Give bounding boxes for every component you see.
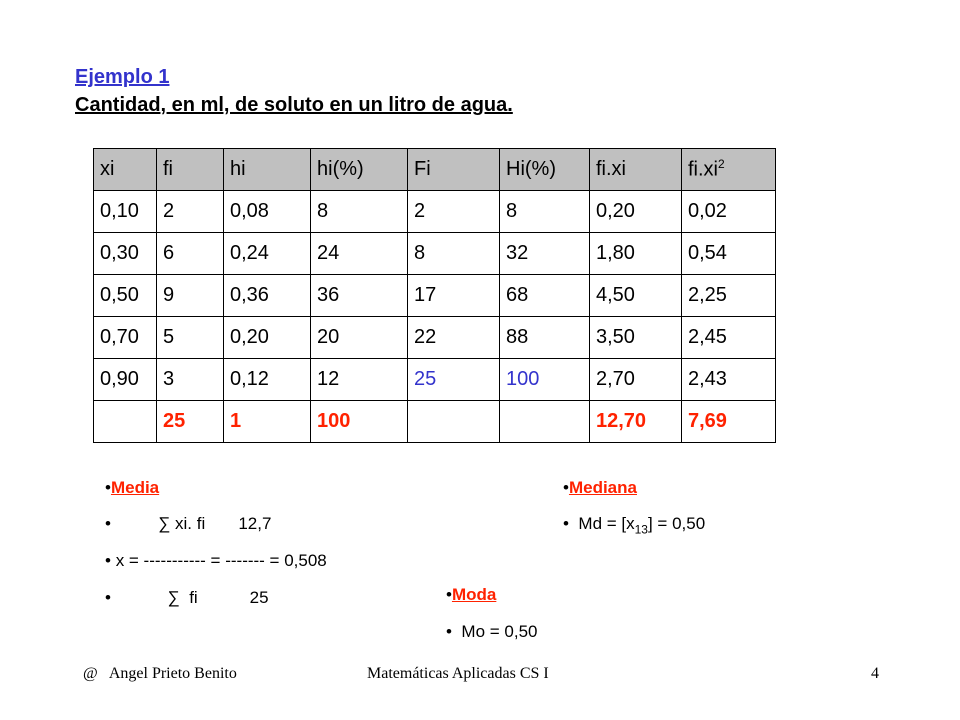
media-line2: x = ----------- = ------- = 0,508 xyxy=(115,551,327,570)
table-cell: 2,25 xyxy=(682,275,776,317)
table-cell: 9 xyxy=(157,275,224,317)
table-cell: 3,50 xyxy=(590,317,682,359)
example-subtitle: Cantidad, en ml, de soluto en un litro de agua. xyxy=(75,94,513,116)
table-cell: 0,70 xyxy=(94,317,157,359)
footer-author: @ Angel Prieto Benito xyxy=(83,665,237,682)
bullet-icon: • xyxy=(563,514,569,533)
table-row xyxy=(94,317,776,359)
moda-formula xyxy=(446,622,537,642)
footer-course: Matemáticas Aplicadas CS I xyxy=(367,665,549,682)
table-cell: 12 xyxy=(311,359,408,401)
table-cell: 17 xyxy=(408,275,500,317)
table-cell: 2 xyxy=(408,191,500,233)
table-cell: 2,70 xyxy=(590,359,682,401)
example-title[interactable]: Ejemplo 1 xyxy=(75,66,170,88)
table-cell: 0,30 xyxy=(94,233,157,275)
table-cell: 8 xyxy=(408,233,500,275)
totals-cell xyxy=(94,401,157,443)
table-cell-total-fi: 25 xyxy=(408,359,500,401)
table-cell: 22 xyxy=(408,317,500,359)
bullet-icon: • xyxy=(105,551,111,570)
table-cell: 0,36 xyxy=(224,275,311,317)
table-cell: 3 xyxy=(157,359,224,401)
table-cell: 8 xyxy=(500,191,590,233)
table-cell: 4,50 xyxy=(590,275,682,317)
table-cell-total-hi: 100 xyxy=(500,359,590,401)
mediana-prefix: Md = [x xyxy=(578,514,635,533)
table-cell: 0,54 xyxy=(682,233,776,275)
header-Hi-pct: Hi(%) xyxy=(500,149,590,191)
table-cell: 0,12 xyxy=(224,359,311,401)
table-cell: 2,43 xyxy=(682,359,776,401)
table-cell: 0,50 xyxy=(94,275,157,317)
media-heading-line xyxy=(105,478,159,498)
header-fixi2-label: fi.xi xyxy=(688,158,718,181)
mediana-suffix: ] = 0,50 xyxy=(647,514,706,533)
header-xi: xi xyxy=(94,149,157,191)
bullet-icon: • xyxy=(105,478,111,497)
table-cell: 2,45 xyxy=(682,317,776,359)
table-cell: 0,90 xyxy=(94,359,157,401)
totals-cell xyxy=(408,401,500,443)
bullet-icon: • xyxy=(105,514,111,533)
frequency-table xyxy=(93,148,776,443)
moda-heading-line xyxy=(446,585,496,605)
totals-row xyxy=(94,401,776,443)
table-header-row xyxy=(94,149,776,191)
media-line3: ∑ fi 25 xyxy=(167,588,269,607)
table-cell: 0,02 xyxy=(682,191,776,233)
table-cell: 1,80 xyxy=(590,233,682,275)
table-cell: 0,10 xyxy=(94,191,157,233)
table-cell: 8 xyxy=(311,191,408,233)
bullet-icon: • xyxy=(446,585,452,604)
table-cell: 0,08 xyxy=(224,191,311,233)
totals-cell: 100 xyxy=(311,401,408,443)
media-line1: ∑ xi. fi 12,7 xyxy=(158,514,272,533)
media-heading: Media xyxy=(110,478,160,497)
table-cell: 0,20 xyxy=(590,191,682,233)
table-cell: 2 xyxy=(157,191,224,233)
bullet-icon: • xyxy=(105,588,111,607)
mediana-heading-line xyxy=(563,478,637,498)
table-cell: 24 xyxy=(311,233,408,275)
header-fixi: fi.xi xyxy=(590,149,682,191)
table-cell: 6 xyxy=(157,233,224,275)
table-cell: 20 xyxy=(311,317,408,359)
header-hi: hi xyxy=(224,149,311,191)
table-cell: 0,24 xyxy=(224,233,311,275)
table-cell: 32 xyxy=(500,233,590,275)
header-exponent: 2 xyxy=(718,157,725,172)
totals-cell: 7,69 xyxy=(682,401,776,443)
totals-cell: 1 xyxy=(224,401,311,443)
table-cell: 68 xyxy=(500,275,590,317)
mediana-formula xyxy=(563,514,705,536)
moda-line: Mo = 0,50 xyxy=(461,622,538,641)
mediana-heading: Mediana xyxy=(568,478,637,497)
bullet-icon: • xyxy=(563,478,569,497)
table-row xyxy=(94,233,776,275)
media-formula-main xyxy=(105,551,327,571)
header-fi: fi xyxy=(157,149,224,191)
totals-cell: 12,70 xyxy=(590,401,682,443)
header-Fi: Fi xyxy=(408,149,500,191)
media-formula-denominator xyxy=(105,588,269,608)
totals-cell xyxy=(500,401,590,443)
media-formula-numerator xyxy=(105,514,271,534)
table-row xyxy=(94,275,776,317)
table-row xyxy=(94,359,776,401)
table-row xyxy=(94,191,776,233)
table-cell: 88 xyxy=(500,317,590,359)
table-cell: 5 xyxy=(157,317,224,359)
table-cell: 36 xyxy=(311,275,408,317)
table-cell: 0,20 xyxy=(224,317,311,359)
header-fixi2 xyxy=(682,149,776,191)
moda-heading: Moda xyxy=(451,585,497,604)
mediana-subscript: 13 xyxy=(634,522,648,537)
totals-cell: 25 xyxy=(157,401,224,443)
header-hi-pct: hi(%) xyxy=(311,149,408,191)
footer-page-number: 4 xyxy=(871,665,879,682)
bullet-icon: • xyxy=(446,622,452,641)
